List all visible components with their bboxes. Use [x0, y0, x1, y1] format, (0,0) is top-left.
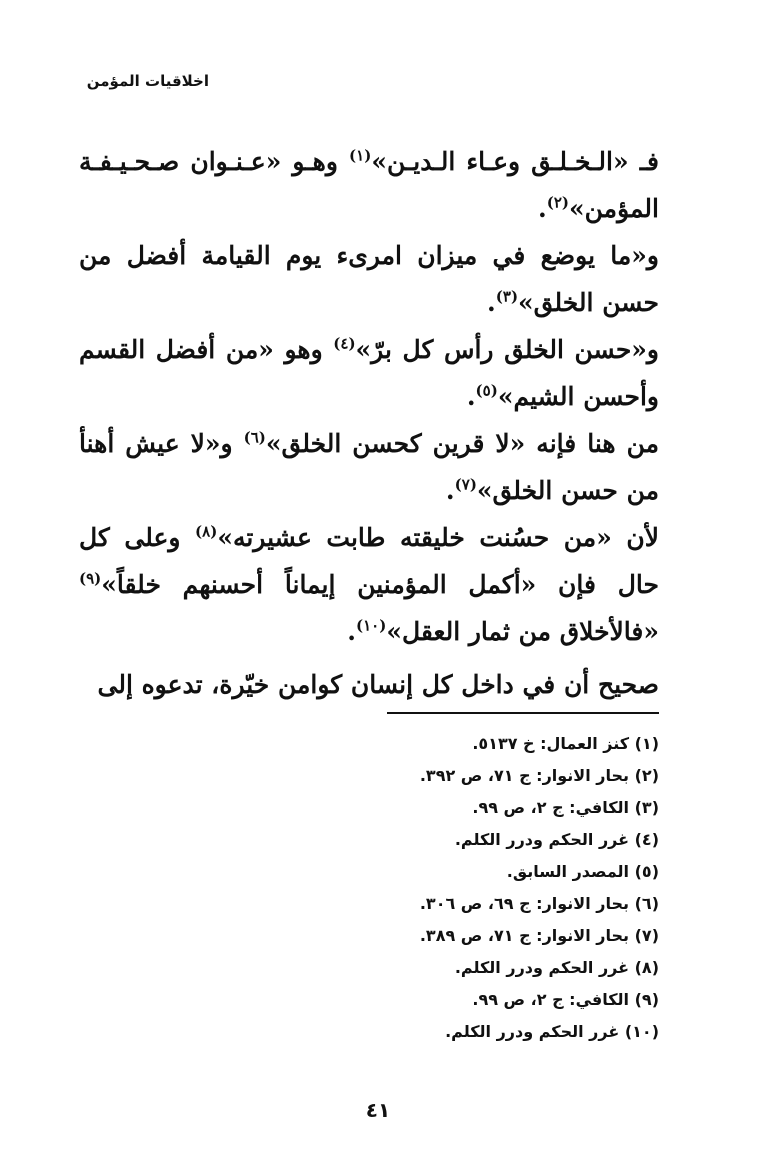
running-header: اخلاقيات المؤمن: [86, 72, 209, 90]
body-text: [79, 138, 659, 708]
paragraph: [79, 514, 659, 655]
paragraph: [79, 326, 659, 420]
footnote-ref: (٦): [243, 428, 266, 447]
text-run: فـ «الـخـلـق وعـاء الـديـن»: [371, 147, 659, 176]
footnote-ref: (٨): [195, 522, 218, 541]
footnote-item: (٦) بحار الانوار: ج ٦٩، ص ٣٠٦.: [419, 894, 659, 913]
text-run: وعلى كل حال فإن «أكمل المؤمنين إيماناً أحسنهم خلقاً»: [79, 523, 659, 599]
paragraph: [79, 138, 659, 232]
footnote-ref: (٩): [79, 569, 102, 588]
footnote-ref: (١٠): [355, 616, 387, 635]
paragraph: [79, 232, 659, 326]
footnote-item: (١٠) غرر الحكم ودرر الكلم.: [445, 1022, 659, 1041]
text-run: .: [347, 617, 356, 646]
footnote-item: (٧) بحار الانوار: ج ٧١، ص ٣٨٩.: [419, 926, 659, 945]
text-run: وهو «من أفضل القسم وأحسن الشيم»: [79, 335, 659, 411]
footnotes-list: [259, 728, 659, 1048]
text-run: من هنا فإنه «لا قرين كحسن الخلق»: [265, 429, 659, 458]
footnote-item: (٨) غرر الحكم ودرر الكلم.: [454, 958, 659, 977]
footnote-ref: (٧): [454, 475, 477, 494]
text-run: صحيح أن في داخل كل إنسان كوامن خيّرة، تدعوه إلى: [97, 670, 659, 699]
footnote-divider: [387, 712, 659, 714]
footnote-ref: (١): [349, 146, 372, 165]
footnote-ref: (٣): [495, 287, 519, 306]
footnote-item: (٣) الكافي: ج ٢، ص ٩٩.: [472, 798, 659, 817]
text-run: .: [487, 288, 496, 317]
footnote-ref: (٥): [475, 381, 498, 400]
text-run: .: [538, 194, 547, 223]
footnote-item: (٥) المصدر السابق.: [506, 862, 659, 881]
text-run: و«حسن الخلق رأس كل برّ»: [355, 335, 659, 364]
paragraph: [79, 420, 659, 514]
text-run: و«لا عيش أهنأ من حسن الخلق»: [79, 429, 659, 505]
footnote-item: (٩) الكافي: ج ٢، ص ٩٩.: [472, 990, 659, 1009]
text-run: .: [466, 382, 476, 411]
text-run: .: [445, 476, 455, 505]
footnote-item: (٤) غرر الحكم ودرر الكلم.: [454, 830, 659, 849]
footnote-ref: (٤): [333, 334, 356, 353]
text-run: لأن «من حسُنت خليقته طابت عشيرته»: [217, 523, 659, 552]
page-number: ٤١: [365, 1098, 391, 1122]
footnote-item: (٢) بحار الانوار: ج ٧١، ص ٣٩٢.: [419, 766, 659, 785]
footnote-ref: (٢): [546, 193, 570, 212]
text-run: وهـو «عـنـوان صـحـيـفـة المؤمن»: [79, 147, 659, 223]
text-run: و«ما يوضع في ميزان امرىء يوم القيامة أفضل من حسن الخلق»: [79, 241, 659, 317]
paragraph: [79, 661, 659, 708]
footnote-item: (١) كنز العمال: خ ٥١٣٧.: [472, 734, 659, 753]
text-run: «فالأخلاق من ثمار العقل»: [386, 617, 659, 646]
